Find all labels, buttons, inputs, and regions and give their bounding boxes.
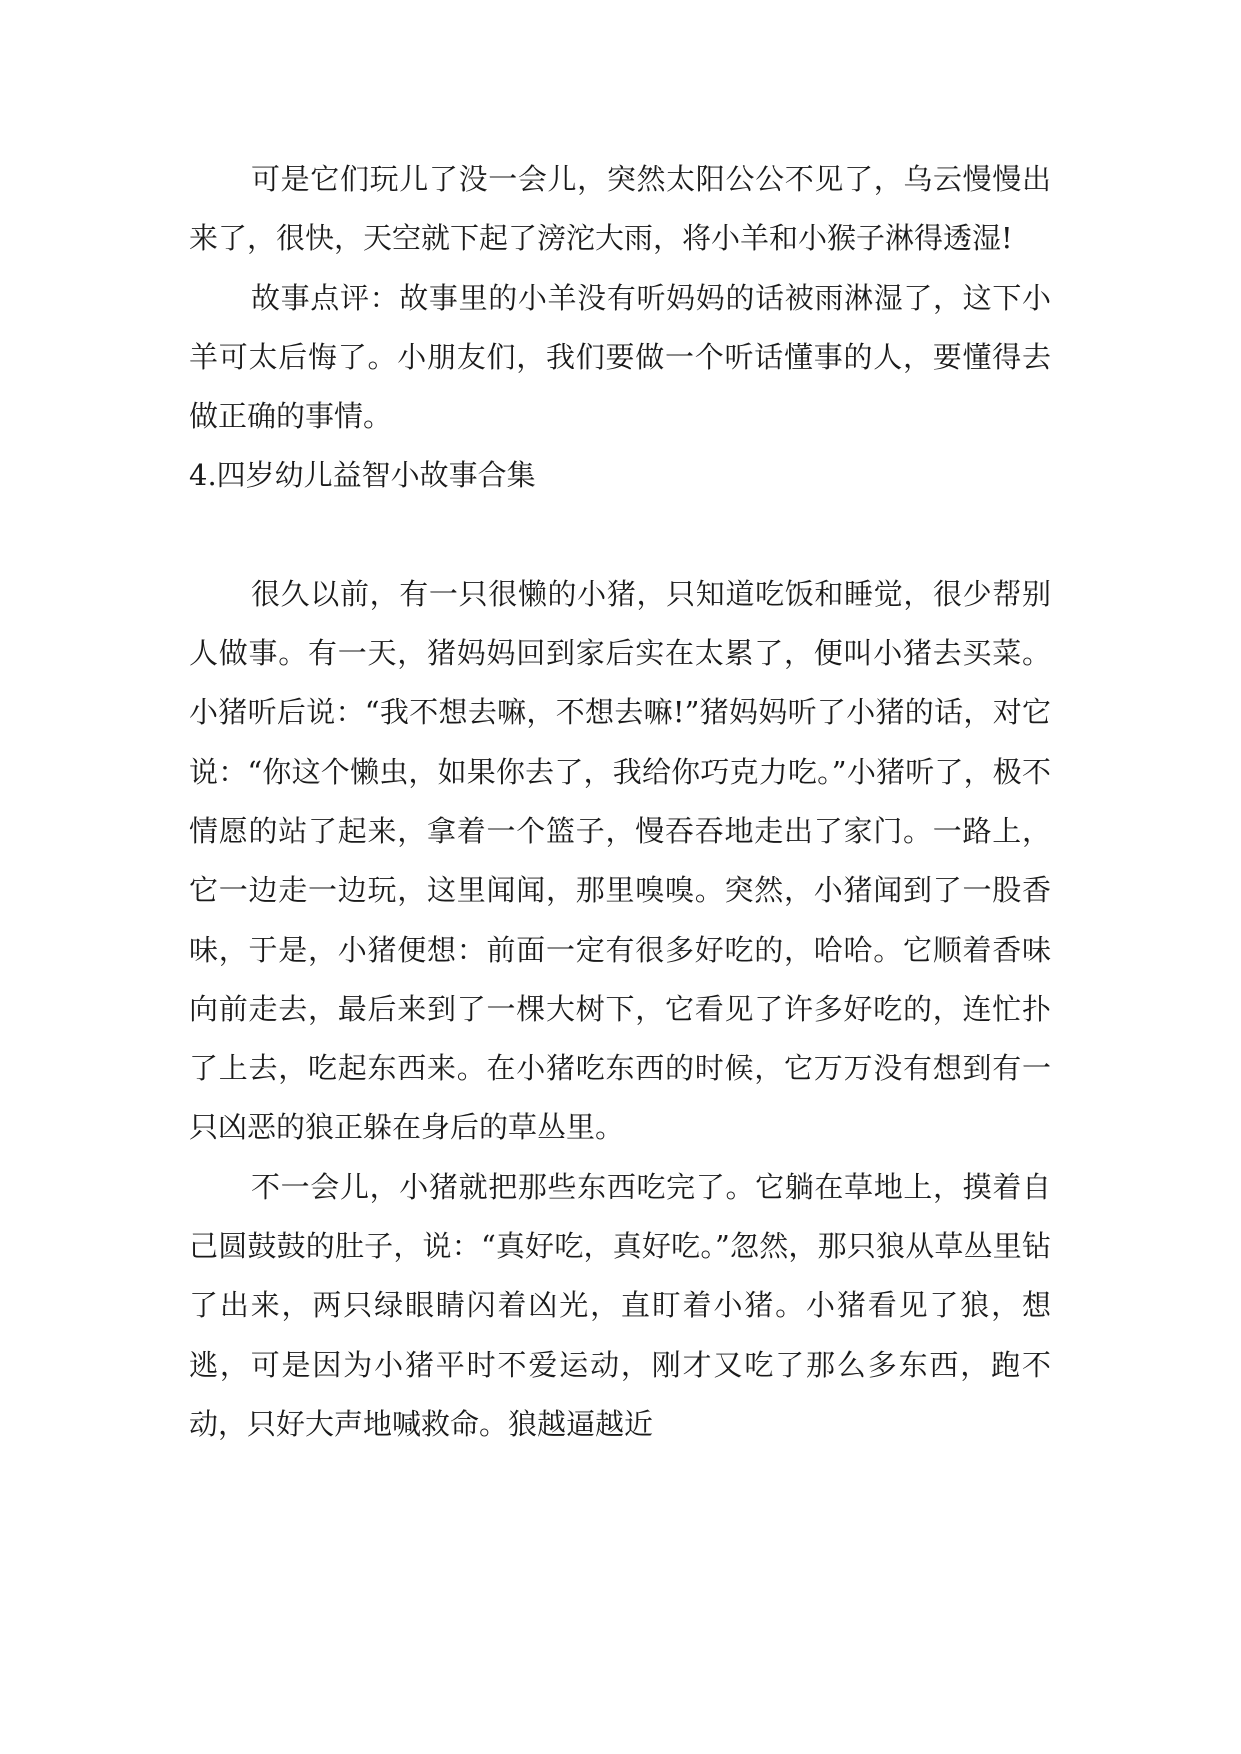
blank-line (189, 506, 1051, 565)
story-paragraph: 很久以前，有一只很懒的小猪，只知道吃饭和睡觉，很少帮别人做事。有一天，猪妈妈回到家后实在太累了，便叫小猪去买菜。小猪听后说：“我不想去嘛，不想去嘛!”猪妈妈听了小猪的话，对它说：“你这个懒虫，如果你去了，我给你巧克力吃。”小猪听了，极不情愿的站了起来，拿着一个篮子，慢吞吞地走出了家门。一路上，它一边走一边玩，这里闻闻，那里嗅嗅。突然，小猪闻到了一股香味，于是，小猪便想：前面一定有很多好吃的，哈哈。它顺着香味向前走去，最后来到了一棵大树下，它看见了许多好吃的，连忙扑了上去，吃起东西来。在小猪吃东西的时候，它万万没有想到有一只凶恶的狼正躲在身后的草丛里。 (189, 576, 1051, 1145)
story-paragraph: 可是它们玩儿了没一会儿，突然太阳公公不见了，乌云慢慢出来了，很快，天空就下起了滂沱大雨，将小羊和小猴子淋得透湿! (189, 162, 1051, 256)
story-review-paragraph: 故事点评：故事里的小羊没有听妈妈的话被雨淋湿了，这下小羊可太后悔了。小朋友们，我们要做一个听话懂事的人，要懂得去做正确的事情。 (189, 280, 1051, 434)
document-body (189, 150, 1051, 1454)
section-heading: 4.四岁幼儿益智小故事合集 (189, 458, 536, 493)
story-paragraph: 不一会儿，小猪就把那些东西吃完了。它躺在草地上，摸着自己圆鼓鼓的肚子，说：“真好吃，真好吃。”忽然，那只狼从草丛里钻了出来，两只绿眼睛闪着凶光，直盯着小猪。小猪看见了狼，想逃，可是因为小猪平时不爱运动，刚才又吃了那么多东西，跑不动，只好大声地喊救命。狼越逼越近 (189, 1169, 1051, 1441)
